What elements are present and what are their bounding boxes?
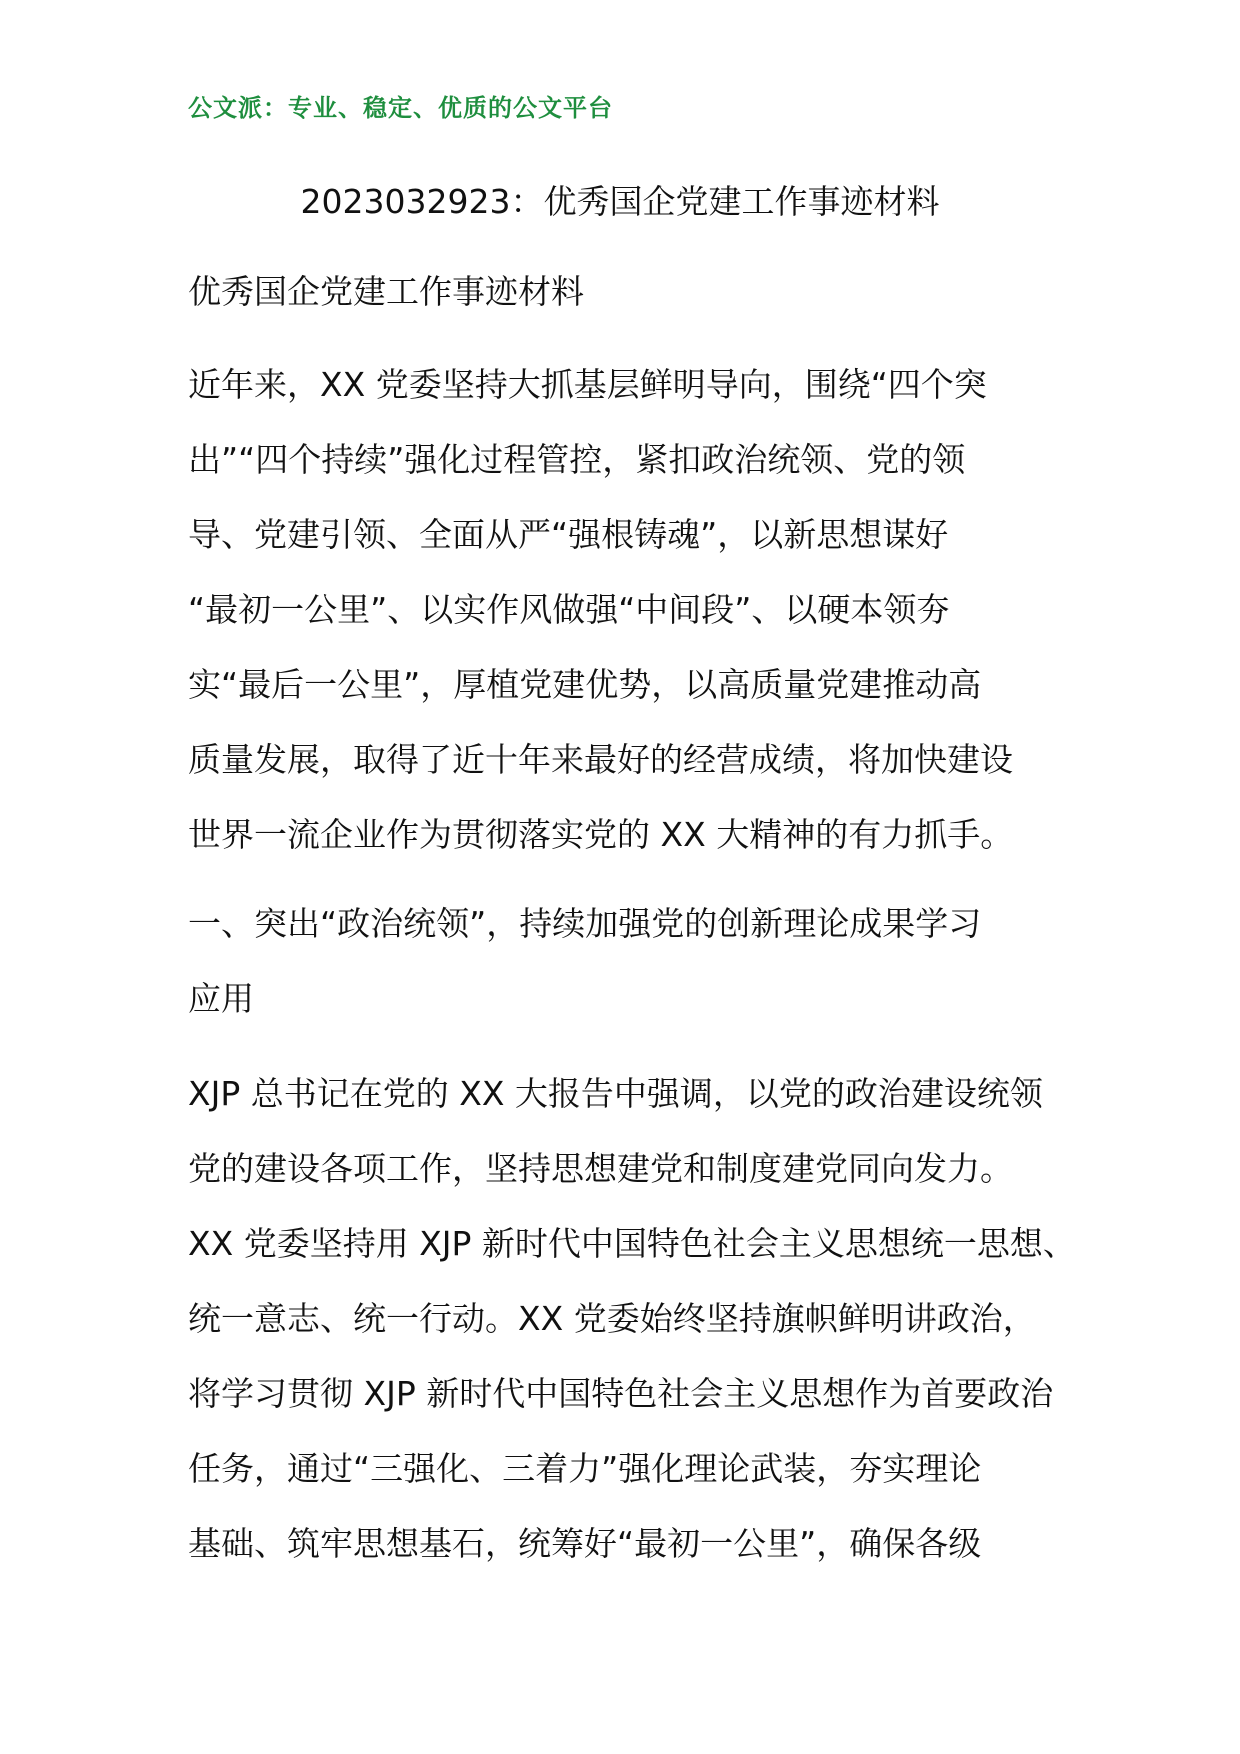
document-subtitle: [188, 254, 1068, 329]
paragraph-line: 基础、筑牢思想基石，统筹好“最初一公里”，确保各级: [188, 1524, 982, 1563]
document-title: 2023032923：优秀国企党建工作事迹材料: [300, 182, 940, 221]
paragraph-line: 世界一流企业作为贯彻落实党的 XX 大精神的有力抓手。: [188, 815, 1014, 854]
heading-line: 一、突出“政治统领”，持续加强党的创新理论成果学习: [188, 904, 982, 943]
paragraph-line: XJP 总书记在党的 XX 大报告中强调，以党的政治建设统领: [188, 1074, 1043, 1113]
paragraph-line: 出”“四个持续”强化过程管控，紧扣政治统领、党的领: [188, 440, 966, 479]
header-brand: 公文派：专业、稳定、优质的公文平台: [188, 94, 613, 122]
subtitle-text: 优秀国企党建工作事迹材料: [188, 272, 584, 311]
paragraph-line: 党的建设各项工作，坚持思想建党和制度建党同向发力。: [188, 1149, 1013, 1188]
paragraph-line: 导、党建引领、全面从严“强根铸魂”，以新思想谋好: [188, 515, 949, 554]
section-heading-1: [188, 886, 1068, 1036]
paragraph-line: 实“最后一公里”，厚植党建优势，以高质量党建推动高: [188, 665, 982, 704]
paragraph-line: XX 党委坚持用 XJP 新时代中国特色社会主义思想统一思想、: [188, 1224, 1076, 1263]
paragraph-line: 质量发展，取得了近十年来最好的经营成绩，将加快建设: [188, 740, 1013, 779]
paragraph-section-1: [188, 1056, 1076, 1581]
paragraph-intro: [188, 347, 1068, 872]
paragraph-line: 任务，通过“三强化、三着力”强化理论武装，夯实理论: [188, 1449, 982, 1488]
paragraph-line: “最初一公里”、以实作风做强“中间段”、以硬本领夯: [188, 590, 950, 629]
paragraph-line: 统一意志、统一行动。XX 党委始终坚持旗帜鲜明讲政治，: [188, 1299, 1036, 1338]
heading-line: 应用: [188, 979, 254, 1018]
paragraph-line: 近年来，XX 党委坚持大抓基层鲜明导向，围绕“四个突: [188, 365, 987, 404]
paragraph-line: 将学习贯彻 XJP 新时代中国特色社会主义思想作为首要政治: [188, 1374, 1054, 1413]
